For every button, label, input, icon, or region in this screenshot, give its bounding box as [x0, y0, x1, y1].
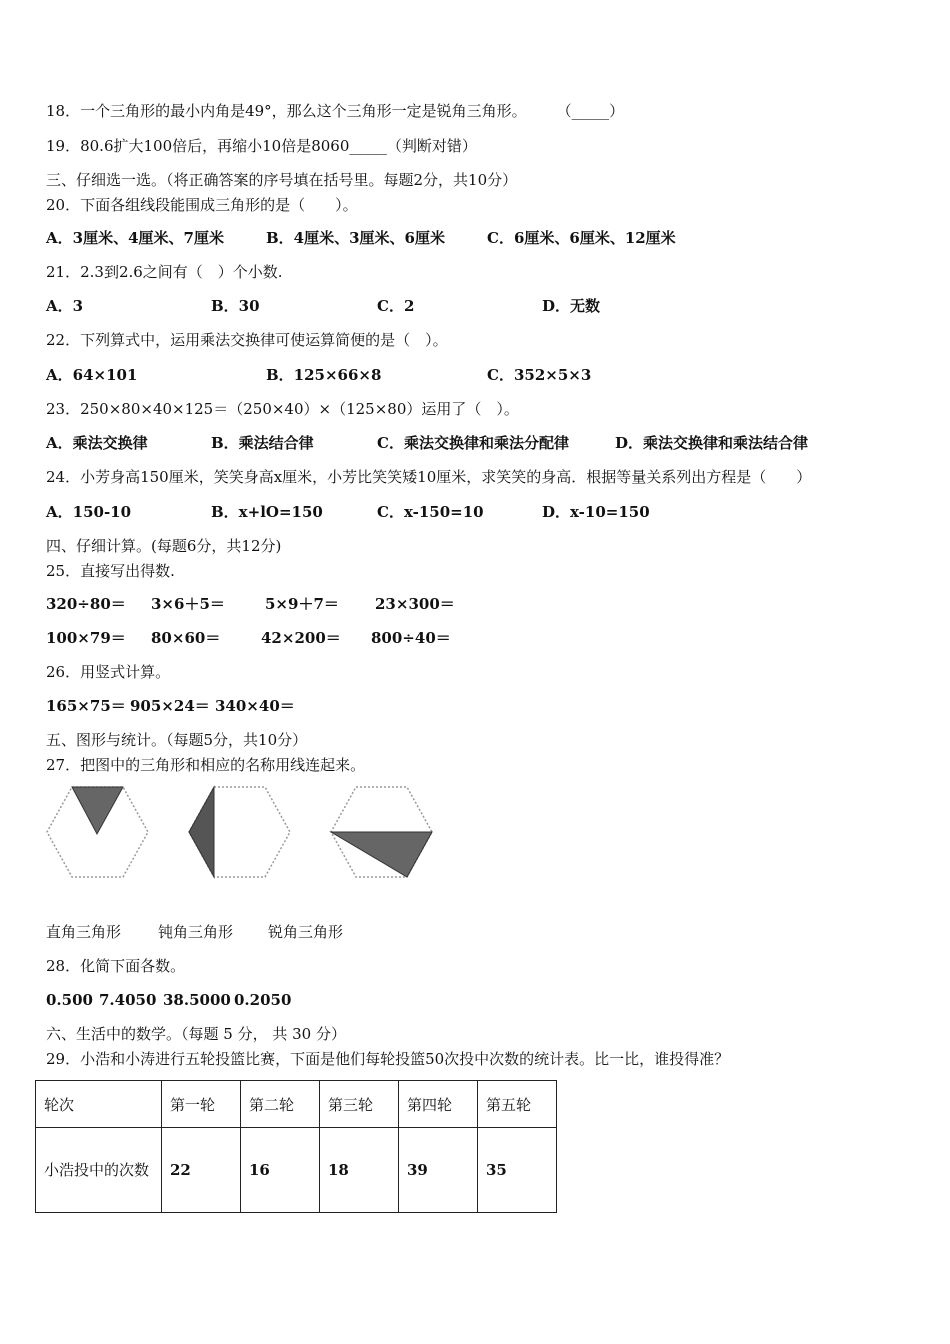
table-cell: 16: [241, 1128, 320, 1213]
option-c: C．352×5×3: [487, 366, 592, 384]
hexagon-figure-1: [47, 787, 148, 877]
table-cell: 39: [399, 1128, 478, 1213]
triangle-name: 锐角三角形: [268, 923, 344, 941]
calc-item: 3×6＋5＝: [151, 595, 225, 613]
question-29: 29．小浩和小涛进行五轮投篮比赛，下面是他们每轮投篮50次投中次数的统计表。比一比，谁投得准？: [46, 1050, 730, 1068]
question-23: 23．250×80×40×125＝（250×40）×（125×80）运用了（ ）。: [46, 400, 519, 418]
option-b: B．x+lO=150: [211, 503, 323, 521]
section-5-title: 五、图形与统计。（每题5分，共10分）: [46, 731, 308, 749]
option-a: A．乘法交换律: [46, 434, 148, 452]
table-row: [36, 1128, 557, 1213]
calc-item: 42×200＝: [261, 629, 341, 647]
question-28: 28．化简下面各数。: [46, 957, 186, 975]
option-a: A．3厘米、4厘米、7厘米: [46, 229, 224, 247]
table-header: 轮次: [36, 1081, 162, 1128]
question-22: 22．下列算式中，运用乘法交换律可使运算简便的是（ ）。: [46, 331, 448, 349]
option-d: D．乘法交换律和乘法结合律: [615, 434, 809, 452]
question-19: 19．80.6扩大100倍后，再缩小10倍是8060_____（判断对错）: [46, 137, 477, 155]
section-6-title: 六、生活中的数学。（每题 5 分， 共 30 分）: [46, 1025, 346, 1043]
question-24: 24．小芳身高150厘米，笑笑身高x厘米，小芳比笑笑矮10厘米，求笑笑的身高．根据等量关系列出方程是（ ）: [46, 468, 812, 486]
table-header: 第四轮: [399, 1081, 478, 1128]
triangle-name: 钝角三角形: [158, 923, 234, 941]
question-21: 21．2.3到2.6之间有（ ）个小数.: [46, 263, 283, 281]
table-cell: 22: [162, 1128, 241, 1213]
option-d: D．x-10=150: [542, 503, 650, 521]
triangle-figures: [40, 782, 440, 882]
option-c: C．6厘米、6厘米、12厘米: [487, 229, 676, 247]
hexagon-figure-3: [331, 787, 432, 877]
option-b: B．乘法结合律: [211, 434, 314, 452]
calc-item: 80×60＝: [151, 629, 221, 647]
calc-item: 800÷40＝: [371, 629, 451, 647]
option-a: A．3: [46, 297, 84, 315]
calc-item: 23×300＝: [375, 595, 455, 613]
number-item: 7.4050: [99, 991, 157, 1009]
option-b: B．125×66×8: [266, 366, 382, 384]
option-c: C．2: [377, 297, 415, 315]
option-a: A．64×101: [46, 366, 138, 384]
question-20: 20．下面各组线段能围成三角形的是（ ）。: [46, 196, 358, 214]
triangle-name: 直角三角形: [46, 923, 122, 941]
question-25: 25．直接写出得数.: [46, 562, 175, 580]
number-item: 38.5000: [163, 991, 231, 1009]
question-26: 26．用竖式计算。: [46, 663, 171, 681]
table-cell: 18: [320, 1128, 399, 1213]
table-header-row: [36, 1081, 557, 1128]
calc-item: 340×40＝: [215, 697, 295, 715]
option-d: D．无数: [542, 297, 601, 315]
calc-item: 5×9＋7＝: [265, 595, 339, 613]
number-item: 0.2050: [234, 991, 292, 1009]
question-27: 27．把图中的三角形和相应的名称用线连起来。: [46, 756, 366, 774]
calc-item: 165×75＝: [46, 697, 126, 715]
option-a: A．150-10: [46, 503, 132, 521]
section-3-title: 三、仔细选一选。（将正确答案的序号填在括号里。每题2分，共10分）: [46, 171, 518, 189]
section-4-title: 四、仔细计算。(每题6分，共12分): [46, 537, 282, 555]
calc-item: 100×79＝: [46, 629, 126, 647]
calc-item: 905×24＝: [130, 697, 210, 715]
table-header: 第三轮: [320, 1081, 399, 1128]
option-b: B．30: [211, 297, 260, 315]
hexagon-figure-2: [189, 787, 290, 877]
table-header: 第五轮: [478, 1081, 557, 1128]
table-row-label: 小浩投中的次数: [36, 1128, 162, 1213]
scores-table: [35, 1080, 557, 1213]
option-b: B．4厘米、3厘米、6厘米: [266, 229, 445, 247]
number-item: 0.500: [46, 991, 93, 1009]
table-header: 第二轮: [241, 1081, 320, 1128]
option-c: C．x-150=10: [377, 503, 484, 521]
table-cell: 35: [478, 1128, 557, 1213]
question-18: 18．一个三角形的最小内角是49°，那么这个三角形一定是锐角三角形。 （_____）: [46, 102, 625, 120]
table-header: 第一轮: [162, 1081, 241, 1128]
option-c: C．乘法交换律和乘法分配律: [377, 434, 569, 452]
calc-item: 320÷80＝: [46, 595, 126, 613]
